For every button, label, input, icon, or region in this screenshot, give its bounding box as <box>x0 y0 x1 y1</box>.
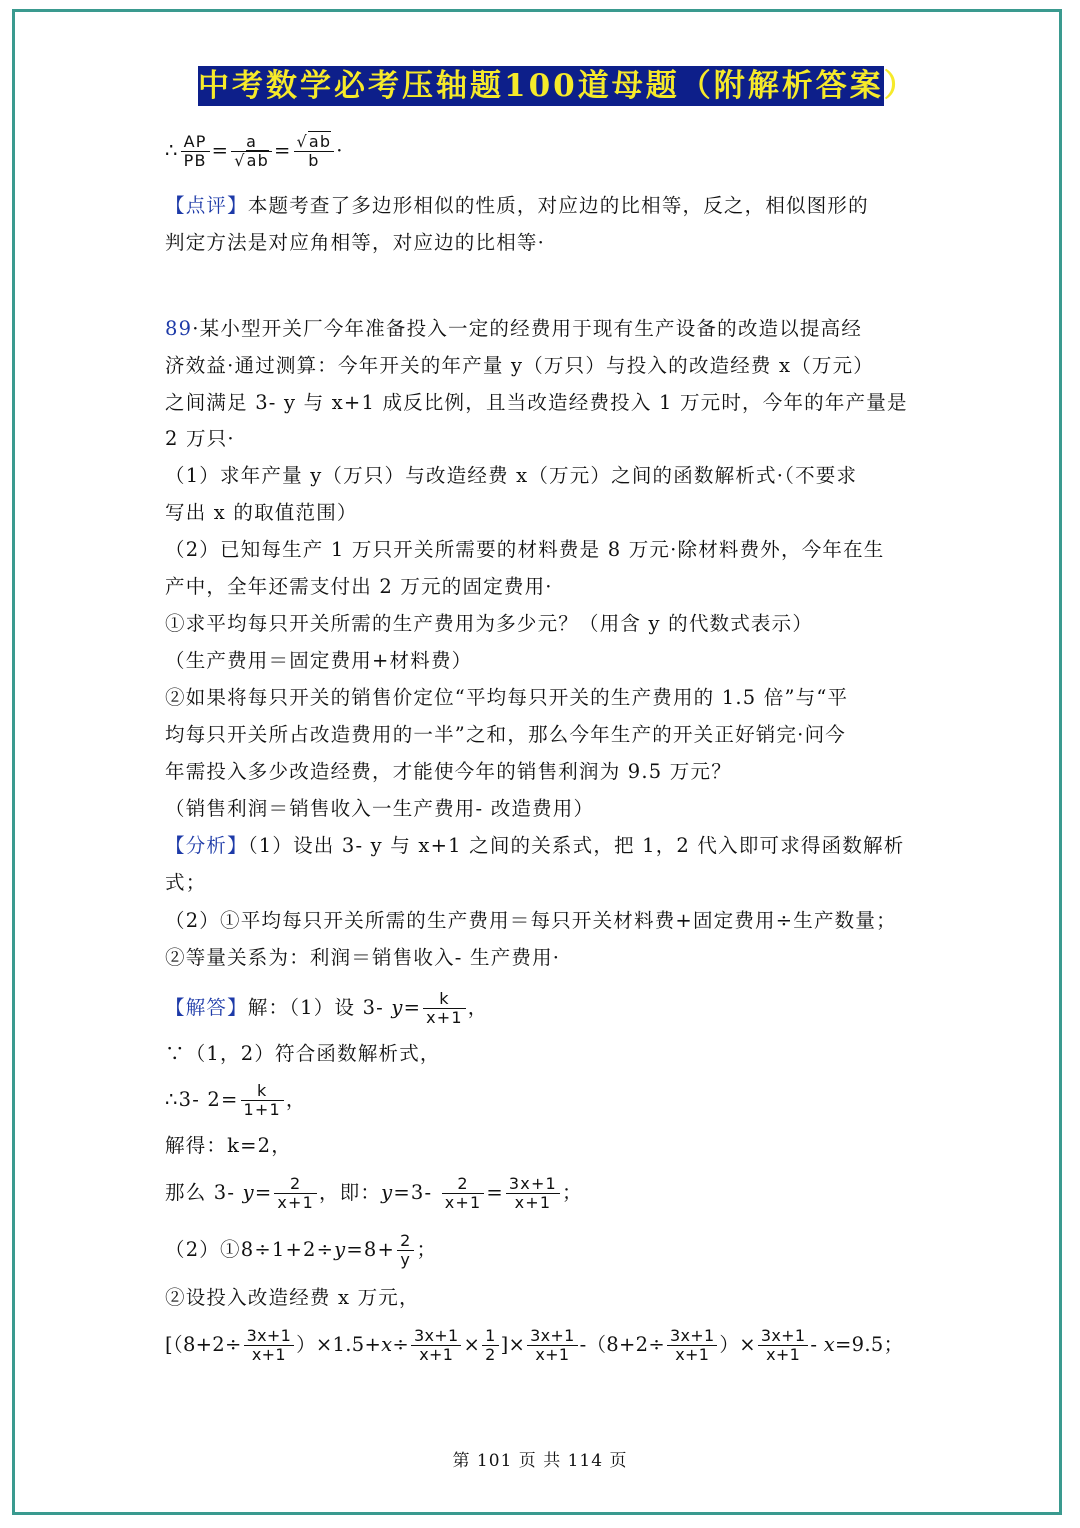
problem-line-4: 2 万只· <box>165 427 235 450</box>
fraction-a-sqrt-ab: $\frac{a}{√ab}$ <box>231 133 272 170</box>
fraction-eq-1: $\frac{3x+1}{x+1}$ <box>244 1327 294 1364</box>
answer-line-7: ②设投入改造经费 x 万元， <box>165 1286 420 1309</box>
question-2-part-2-line-2: 均每只开关所占改造费用的一半”之和，那么今年生产的开关正好销完·问今 <box>165 723 846 746</box>
answer-label: 【解答】 <box>165 996 248 1019</box>
answer-line-2: ∵（1，2）符合函数解析式， <box>165 1042 441 1065</box>
answer-line-5: 那么 3- y= $\frac{2}{x+1}$ ，即：y=3- $\frac{2}{x+1}$ = $\frac{3x+1}{x+1}$ ； <box>165 1174 583 1212</box>
question-2-line-2: 产中，全年还需支付出 2 万元的固定费用· <box>165 575 553 598</box>
fraction-eq-5: $\frac{3x+1}{x+1}$ <box>758 1327 808 1364</box>
analysis-line-4: ②等量关系为：利润＝销售收入- 生产费用· <box>165 946 561 969</box>
question-2-formula-note: （生产费用＝固定费用+材料费） <box>165 649 473 672</box>
therefore-symbol: ∴ <box>165 139 179 162</box>
analysis-line-2: 式； <box>165 871 207 894</box>
question-1-line-1: （1）求年产量 y（万只）与改造经费 x（万元）之间的函数解析式·（不要求 <box>165 464 858 487</box>
analysis-label: 【分析】 <box>165 834 248 857</box>
fraction-eq-4: $\frac{3x+1}{x+1}$ <box>667 1327 717 1364</box>
answer-line-3: ∴3- 2= $\frac{k}{1+1}$ ， <box>165 1081 307 1119</box>
page-title: 中考数学必考压轴题100道母题（附解析答案） <box>198 68 918 104</box>
answer-equation: [（8+2÷ $\frac{3x+1}{x+1}$ ）×1.5+x÷ $\frac{3x+1}{x+1}$ × $\frac{1}{2}$ ]× $\frac{3x+1}{x+1}$ -（8+2÷ $\frac{3x+1}{x+1}$ ）× $\frac{3x+1}{x+1}$ - x=9.5； <box>165 1326 904 1364</box>
fraction-sqrt-ab-b: $\frac{√ab}{b}$ <box>294 133 335 170</box>
fraction-3x-plus-1-over-x-plus-1: $\frac{3x+1}{x+1}$ <box>506 1175 560 1212</box>
ratio-formula: ∴ $\frac{AP}{PB}$ = $\frac{a}{√ab}$ = $\frac{√ab}{b}$ · <box>165 132 344 170</box>
fraction-eq-3: $\frac{3x+1}{x+1}$ <box>527 1327 577 1364</box>
answer-line-1: 【解答】解：（1）设 3- y= $\frac{k}{x+1}$ ， <box>165 989 489 1027</box>
question-2-part-2-line-3: 年需投入多少改造经费，才能使今年的销售利润为 9.5 万元？ <box>165 760 732 783</box>
page-number: 第 101 页 共 114 页 <box>452 1451 628 1471</box>
problem-number: 89 <box>165 317 193 340</box>
answer-line-6: （2）①8÷1+2÷y=8+ $\frac{2}{y}$ ； <box>165 1231 438 1269</box>
problem-line-3: 之间满足 3- y 与 x+1 成反比例，且当改造经费投入 1 万元时，今年的年产量是 <box>165 391 908 414</box>
problem-line-2: 济效益·通过测算：今年开关的年产量 y（万只）与投入的改造经费 x（万元） <box>165 354 875 377</box>
fraction-2-over-x-plus-1-b: $\frac{2}{x+1}$ <box>442 1175 485 1212</box>
question-2-part-2-line-1: ②如果将每只开关的销售价定位“平均每只开关的生产费用的 1.5 倍”与“平 <box>165 686 849 709</box>
fraction-one-half: $\frac{1}{2}$ <box>482 1327 498 1364</box>
analysis-line-1: 【分析】（1）设出 3- y 与 x+1 之间的关系式，把 1，2 代入即可求得函数解析 <box>165 834 905 857</box>
fraction-k-over-x-plus-1: $\frac{k}{x+1}$ <box>423 990 466 1027</box>
question-2-line-1: （2）已知每生产 1 万只开关所需要的材料费是 8 万元·除材料费外，今年在生 <box>165 538 885 561</box>
question-1-line-2: 写出 x 的取值范围） <box>165 501 358 524</box>
fraction-2-over-y: $\frac{2}{y}$ <box>397 1232 414 1269</box>
problem-line-1: 89·某小型开关厂今年准备投入一定的经费用于现有生产设备的改造以提高经 <box>165 317 863 340</box>
fraction-eq-2: $\frac{3x+1}{x+1}$ <box>411 1327 461 1364</box>
comment-label: 【点评】 <box>165 194 248 217</box>
analysis-line-3: （2）①平均每只开关所需的生产费用＝每只开关材料费+固定费用÷生产数量； <box>165 909 897 932</box>
fraction-2-over-x-plus-1: $\frac{2}{x+1}$ <box>274 1175 317 1212</box>
answer-line-4: 解得：k=2， <box>165 1134 292 1157</box>
fraction-k-over-1-plus-1: $\frac{k}{1+1}$ <box>241 1082 284 1119</box>
fraction-ap-pb: $\frac{AP}{PB}$ <box>181 133 210 170</box>
comment-line-1: 【点评】本题考查了多边形相似的性质，对应边的比相等，反之，相似图形的 <box>165 194 869 217</box>
comment-line-2: 判定方法是对应角相等，对应边的比相等· <box>165 231 545 254</box>
question-2-part-1: ①求平均每只开关所需的生产费用为多少元？（用含 y 的代数式表示） <box>165 612 814 635</box>
question-2-profit-note: （销售利润＝销售收入一生产费用- 改造费用） <box>165 797 595 820</box>
